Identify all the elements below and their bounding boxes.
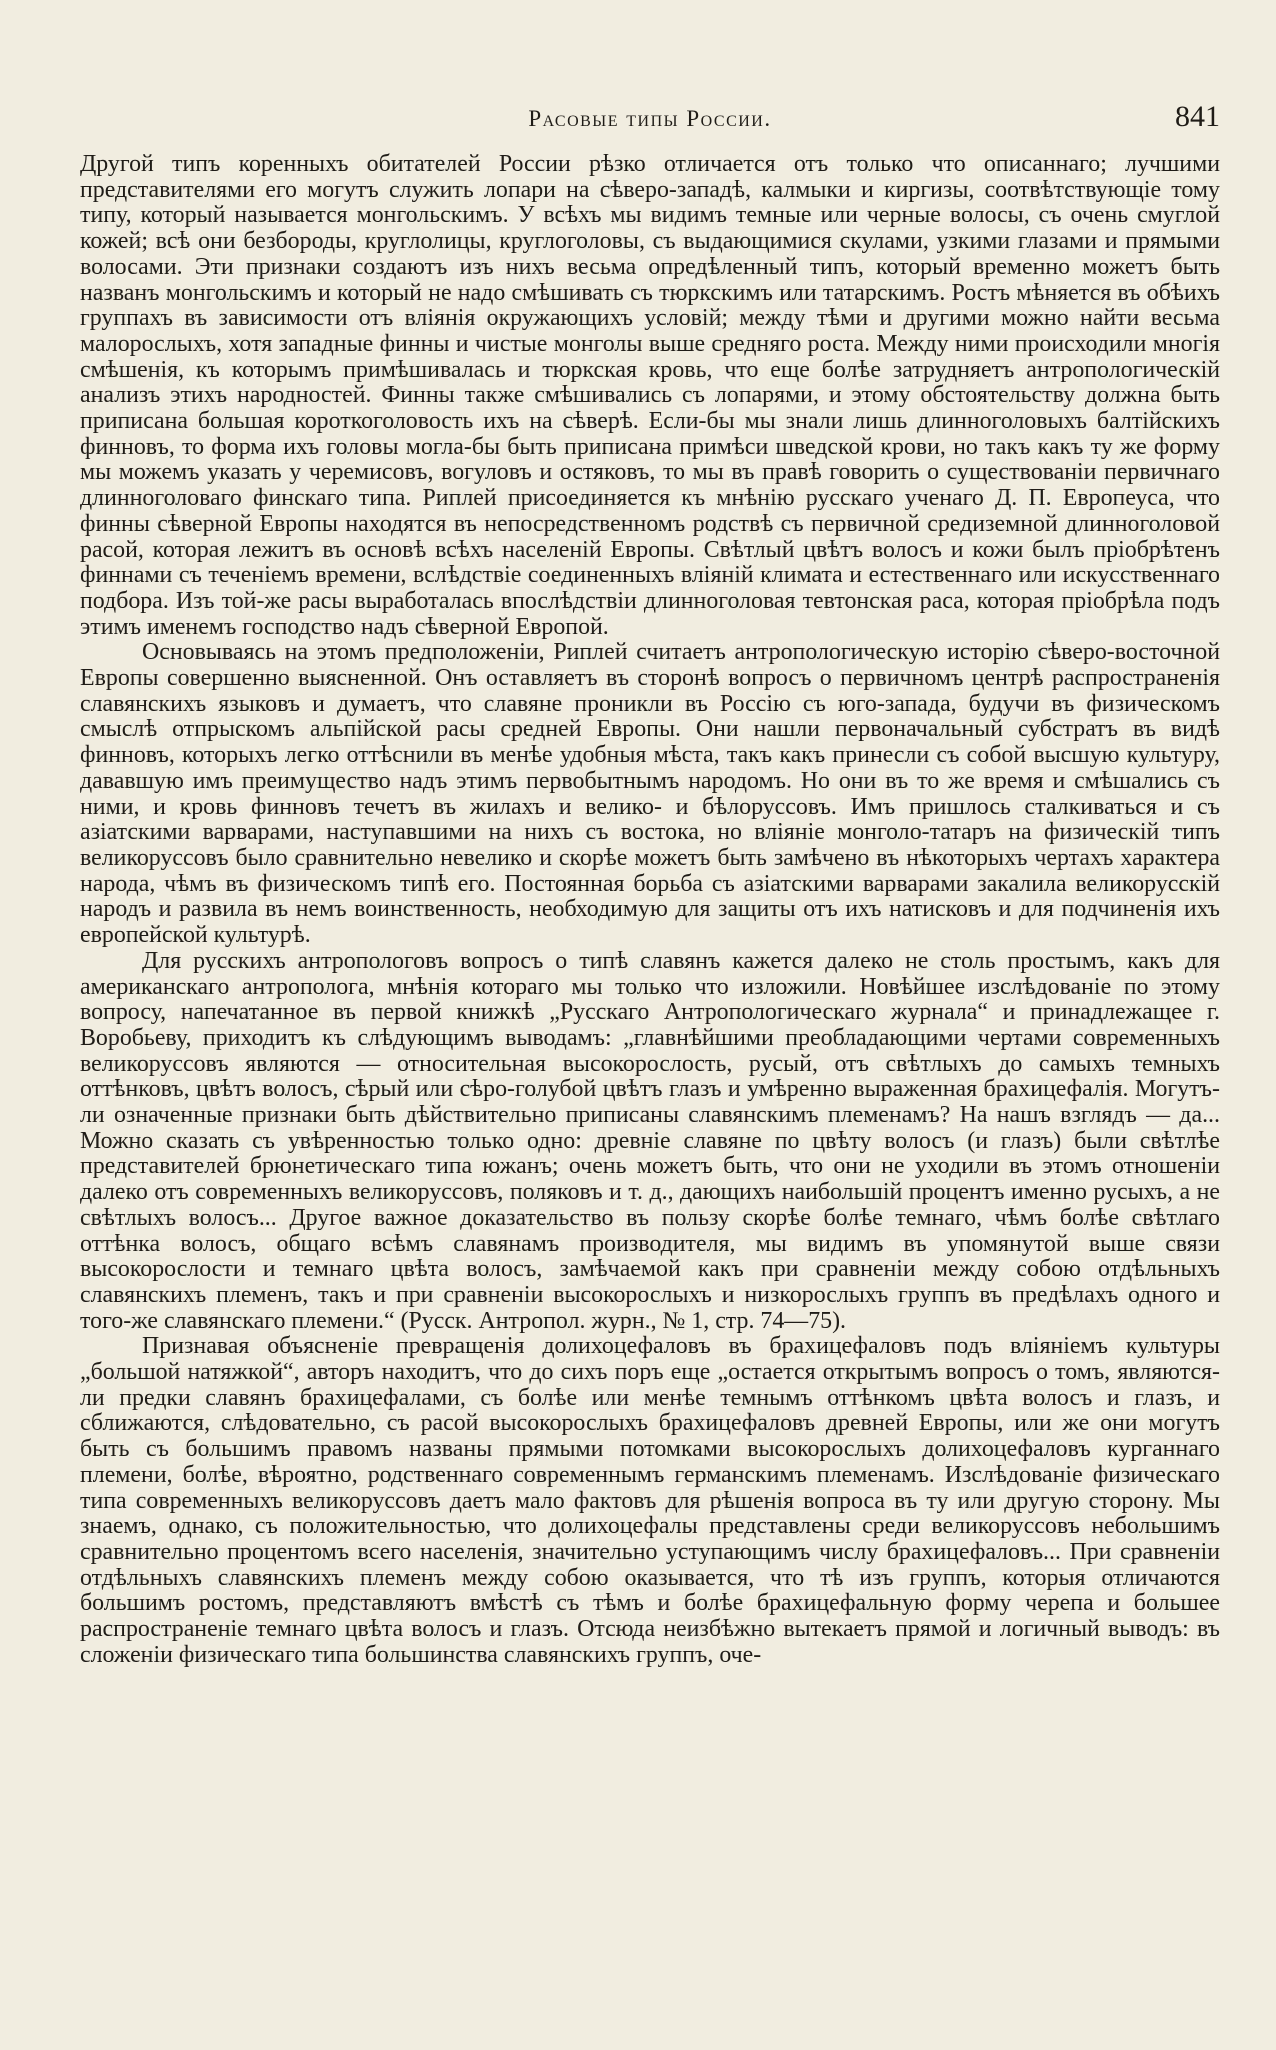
paragraph-4: Признавая объясненіе превращенія долихоцефаловъ въ брахицефаловъ подъ вліяніемъ культуры „большой натяжкой“, авторъ находитъ, что до сихъ поръ еще „остается открытымъ вопросъ о томъ, являются-ли предки славянъ брахицефалами, съ болѣе или менѣе темнымъ оттѣнкомъ цвѣта волосъ и глазъ, и сближаются, слѣдовательно, съ расой высокорослыхъ брахицефаловъ древней Европы, или же они могутъ быть съ большимъ правомъ названы прямыми потомками высокорослыхъ долихоцефаловъ курганнаго племени, болѣе, вѣроятно, родственнаго современнымъ германскимъ племенамъ. Изслѣдованіе физическаго типа современныхъ великоруссовъ даетъ мало фактовъ для рѣшенія вопроса въ ту или другую сторону. Мы знаемъ, однако, съ положительностью, что долихоцефалы представлены среди великоруссовъ небольшимъ сравнительно процентомъ всего населенія, значительно уступающимъ числу брахицефаловъ... При сравненіи отдѣльныхъ славянскихъ племенъ между собою оказывается, что тѣ изъ группъ, которыя отличаются большимъ ростомъ, представляютъ вмѣстѣ съ тѣмъ и болѣе брахицефальную форму черепа и большее распространеніе темнаго цвѣта волосъ и глазъ. Отсюда неизбѣжно вытекаетъ прямой и логичный выводъ: въ сложеніи физическаго типа большинства славянскихъ группъ, оче- (80, 1333, 1220, 1668)
paragraph-3: Для русскихъ антропологовъ вопросъ о типѣ славянъ кажется далеко не столь простымъ, какъ для американскаго антрополога, мнѣнія котораго мы только что изложили. Новѣйшее изслѣдованіе по этому вопросу, напечатанное въ первой книжкѣ „Русскаго Антропологическаго журнала“ и принадлежащее г. Воробьеву, приходитъ къ слѣдующимъ выводамъ: „главнѣйшими преобладающими чертами современныхъ великоруссовъ являются — относительная высокорослость, русый, отъ свѣтлыхъ до самыхъ темныхъ оттѣнковъ, цвѣтъ волосъ, сѣрый или сѣро-голубой цвѣтъ глазъ и умѣренно выраженная брахицефалія. Могутъ-ли означенные признаки быть дѣйствительно приписаны славянскимъ племенамъ? На нашъ взглядъ — да... Можно сказать съ увѣренностью только одно: древніе славяне по цвѣту волосъ (и глазъ) были свѣтлѣе представителей брюнетическаго типа южанъ; очень можетъ быть, что они не уходили въ этомъ отношеніи далеко отъ современныхъ великоруссовъ, поляковъ и т. д., дающихъ наибольшій процентъ именно русыхъ, а не свѣтлыхъ волосъ... Другое важное доказательство въ пользу скорѣе болѣе темнаго, чѣмъ болѣе свѣтлаго оттѣнка волосъ, общаго всѣмъ славянамъ производителя, мы видимъ въ упомянутой выше связи высокорослости и темнаго цвѣта волосъ, замѣчаемой какъ при сравненіи между собою отдѣльныхъ славянскихъ племенъ, такъ и при сравненіи высокорослыхъ и низкорослыхъ группъ въ предѣлахъ одного и того-же славянскаго племени.“ (Русск. Антропол. журн., № 1, стр. 74—75). (80, 947, 1220, 1334)
paragraph-2: Основываясь на этомъ предположеніи, Риплей считаетъ антропологическую исторію сѣверо-восточной Европы совершенно выясненной. Онъ оставляетъ въ сторонѣ вопросъ о первичномъ центрѣ распространенія славянскихъ языковъ и думаетъ, что славяне проникли въ Россію съ юго-запада, будучи въ физическомъ смыслѣ отпрыскомъ альпійской расы средней Европы. Они нашли первоначальный субстратъ въ видѣ финновъ, которыхъ легко оттѣснили въ менѣе удобныя мѣста, такъ какъ принесли съ собой высшую культуру, дававшую имъ преимущество надъ этимъ первобытнымъ народомъ. Но они въ то же время и смѣшались съ ними, и кровь финновъ течетъ въ жилахъ и велико- и бѣлоруссовъ. Имъ пришлось сталкиваться и съ азіатскими варварами, наступавшими на нихъ съ востока, но вліяніе монголо-татаръ на физическій типъ великоруссовъ было сравнительно невелико и скорѣе можетъ быть замѣчено въ нѣкоторыхъ чертахъ характера народа, чѣмъ въ физическомъ типѣ его. Постоянная борьба съ азіатскими варварами закалила великорусскій народъ и развила въ немъ воинственность, необходимую для защиты отъ ихъ натисковъ и для подчиненія ихъ европейской культурѣ. (80, 639, 1220, 949)
running-title: Расовые типы России. (528, 106, 772, 131)
page-body (80, 152, 1220, 1668)
paragraph-1: Другой типъ коренныхъ обитателей России рѣзко отличается отъ только что описаннаго; лучшими представителями его могутъ служить лопари на сѣверо-западѣ, калмыки и киргизы, соотвѣтствующіе тому типу, который называется монгольскимъ. У всѣхъ мы видимъ темные или черные волосы, съ очень смуглой кожей; всѣ они безбороды, круглолицы, круглоголовы, съ выдающимися скулами, узкими глазами и прямыми волосами. Эти признаки создаютъ изъ нихъ весьма опредѣленный типъ, который временно можетъ быть названъ монгольскимъ и который не надо смѣшивать съ тюркскимъ или татарскимъ. Ростъ мѣняется въ обѣихъ группахъ въ зависимости отъ вліянія окружающихъ условій; между тѣми и другими можно найти весьма малорослыхъ, хотя западные финны и чистые монголы выше средняго роста. Между ними происходили многія смѣшенія, къ которымъ примѣшивалась и тюркская кровь, что еще болѣе затрудняетъ антропологическій анализъ этихъ народностей. Финны также смѣшивались съ лопарями, и этому обстоятельству должна быть приписана большая короткоголовость ихъ на сѣверѣ. Если-бы мы знали лишь длинноголовыхъ балтійскихъ финновъ, то форма ихъ головы могла-бы быть приписана примѣси шведской крови, но такъ какъ ту же форму мы можемъ указать у черемисовъ, вогуловъ и остяковъ, то мы въ правѣ говорить о существованіи первичнаго длинноголоваго финскаго типа. Риплей присоединяется къ мнѣнію русскаго ученаго Д. П. Европеуса, что финны сѣверной Европы находятся въ непосредственномъ родствѣ съ первичной средиземной длинноголовой расой, которая лежитъ въ основѣ всѣхъ населеній Европы. Свѣтлый цвѣтъ волосъ и кожи былъ пріобрѣтенъ финнами съ теченіемъ времени, вслѣдствіе соединенныхъ вліяній климата и естественнаго или искусственнаго подбора. Изъ той-же расы выработалась впослѣдствіи длинноголовая тевтонская раса, которая пріобрѣла подъ этимъ именемъ господство надъ сѣверной Европой. (80, 151, 1220, 640)
page-header (80, 100, 1220, 142)
page-number: 841 (1175, 100, 1220, 133)
